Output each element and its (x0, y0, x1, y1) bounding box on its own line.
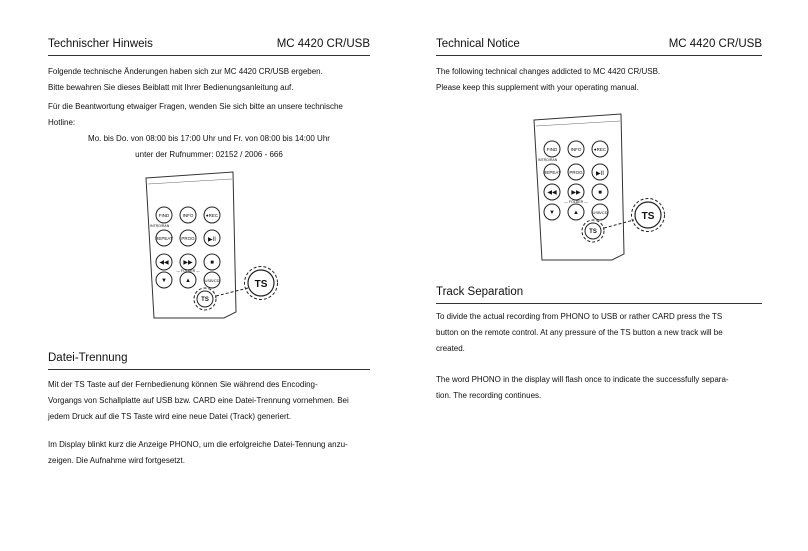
right-section-rule (436, 303, 762, 304)
usb-cd-button-label: USB/CD (592, 210, 608, 215)
folder-label: — FOLDER — (176, 269, 200, 273)
left-header-rule (48, 55, 370, 56)
play-pause-icon: ▶II (208, 237, 216, 243)
left-hotline-line2: Hotline: (48, 118, 76, 127)
right-header-model: MC 4420 CR/USB (668, 38, 762, 50)
ts-button-label: TS (589, 229, 597, 235)
right-header-rule (436, 55, 762, 56)
right-header (436, 38, 762, 54)
left-hotline-line1: Für die Beantwortung etwaiger Fragen, wenden Sie sich bitte an unsere technische (48, 102, 343, 111)
rec-button-label: ●REC (593, 147, 607, 152)
info-button-label: INFO (570, 147, 582, 152)
folder-up-icon: ▲ (573, 210, 579, 216)
right-body2-line2: tion. The recording continues. (436, 391, 542, 400)
right-header-title: Technical Notice (436, 38, 520, 50)
find-button-label: FIND (546, 147, 558, 152)
left-body1-line2: Vorgangs von Schallplatte auf USB bzw. CARD eine Datei-Trennung vornehmen. Bei (48, 396, 349, 405)
left-phone: unter der Rufnummer: 02152 / 2006 - 666 (135, 150, 283, 159)
ts-callout-label: TS (254, 279, 268, 290)
left-body2-line2: zeigen. Die Aufnahme wird fortgesetzt. (48, 456, 185, 465)
prev-icon: ◀◀ (159, 260, 169, 266)
right-body1-line2: button on the remote control. At any pressure of the TS button a new track will be (436, 328, 723, 337)
right-body2-line1: The word PHONO in the display will flash once to indicate the successfully separa- (436, 375, 729, 384)
left-intro-line1: Folgende technische Änderungen haben sich zur MC 4420 CR/USB ergeben. (48, 67, 323, 76)
stop-icon: ■ (598, 190, 602, 196)
intro-ran-label: INTRO/RAN (538, 158, 558, 162)
right-remote-illustration (526, 112, 676, 262)
folder-down-icon: ▼ (549, 210, 555, 216)
left-header-title: Technischer Hinweis (48, 38, 153, 50)
rec-button-label: ●REC (205, 213, 219, 218)
left-body1-line1: Mit der TS Taste auf der Fernbedienung können Sie während des Encoding- (48, 380, 318, 389)
intro-ran-label: INTRO/RAN (150, 224, 170, 228)
prog-button-label: PROG (569, 170, 583, 175)
left-intro-line2: Bitte bewahren Sie dieses Beiblatt mit Ihrer Bedienungsanleitung auf. (48, 83, 294, 92)
info-button-label: INFO (182, 213, 194, 218)
left-header-model: MC 4420 CR/USB (276, 38, 370, 50)
next-icon: ▶▶ (183, 260, 193, 266)
prev-icon: ◀◀ (547, 190, 557, 196)
right-intro-line1: The following technical changes addicted to MC 4420 CR/USB. (436, 67, 661, 76)
left-header (48, 38, 370, 54)
usb-cd-button-label: USB/CD (204, 278, 220, 283)
play-pause-icon: ▶II (596, 171, 604, 177)
folder-down-icon: ▼ (161, 278, 167, 284)
right-body1-line1: To divide the actual recording from PHONO to USB or rather CARD press the TS (436, 312, 723, 321)
right-section-title: Track Separation (436, 286, 524, 298)
ts-button-label: TS (201, 297, 209, 303)
left-remote-illustration (138, 170, 288, 320)
left-section-rule (48, 369, 370, 370)
left-body2-line1: Im Display blinkt kurz die Anzeige PHONO, um die erfolgreiche Datei-Tennung anzu- (48, 440, 348, 449)
right-body1-line3: created. (436, 344, 465, 353)
left-hours: Mo. bis Do. von 08:00 bis 17:00 Uhr und Fr. von 08:00 bis 14:00 Uhr (88, 134, 330, 143)
left-body1-line3: jedem Druck auf die TS Taste wird eine neue Datei (Track) generiert. (48, 412, 292, 421)
repeat-button-label: REPEAT (543, 170, 561, 175)
repeat-button-label: REPEAT (155, 236, 173, 241)
folder-up-icon: ▲ (185, 278, 191, 284)
ts-callout-label: TS (641, 211, 655, 222)
right-intro-line2: Please keep this supplement with your operating manual. (436, 83, 639, 92)
next-icon: ▶▶ (571, 190, 581, 196)
find-button-label: FIND (158, 213, 170, 218)
prog-button-label: PROG (181, 236, 195, 241)
stop-icon: ■ (210, 260, 214, 266)
folder-label: — FOLDER — (564, 200, 588, 204)
left-section-title: Datei-Trennung (48, 352, 128, 364)
